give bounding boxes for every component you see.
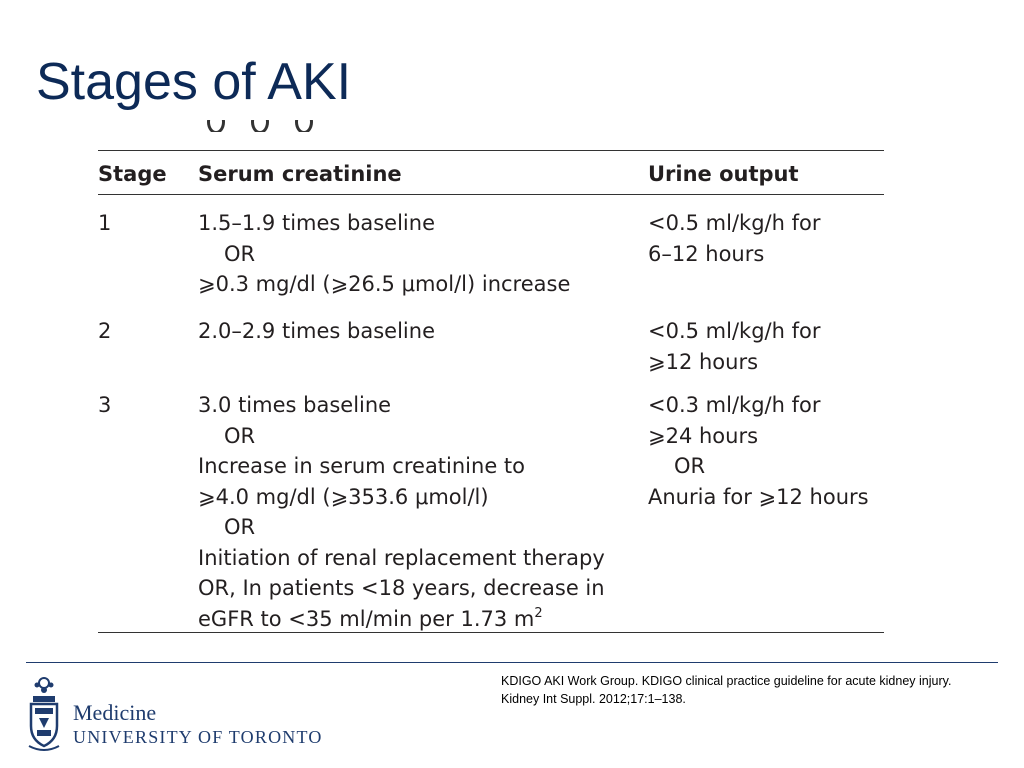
header-stage: Stage [98,162,167,186]
header-bottom-rule [98,194,884,195]
urine-line: <0.5 ml/kg/h for [648,319,821,343]
creatinine-line: 2.0–2.9 times baseline [198,319,435,343]
stage-1-creatinine [198,208,570,300]
urine-line: ⩾12 hours [648,349,759,374]
stage-2-urine [648,316,820,377]
urine-line: Anuria for ⩾12 hours [648,484,869,509]
urine-line: OR [674,454,706,478]
creatinine-line: 1.5–1.9 times baseline [198,211,435,235]
creatinine-line: Increase in serum creatinine to [198,454,526,478]
stage-3-urine [648,390,869,512]
logo-medicine-text: Medicine [73,700,157,725]
creatinine-line: 3.0 times baseline [198,393,392,417]
slide-title: Stages of AKI [36,53,352,111]
creatinine-line: ⩾4.0 mg/dl (⩾353.6 μmol/l) [198,484,489,509]
logo-university-text: UNIVERSITY OF TORONTO [73,727,323,747]
stage-1: 1 [98,211,112,235]
stage-2: 2 [98,319,112,343]
header-serum-creatinine: Serum creatinine [198,162,402,186]
header-urine-output: Urine output [648,162,799,186]
footer-rule [26,662,998,663]
stage-2-creatinine [198,316,435,347]
creatinine-line: OR [224,515,256,539]
stage-3: 3 [98,393,112,417]
table-top-rule [98,150,884,151]
cropped-text-fragment [195,120,325,132]
creatinine-line: OR [224,241,256,266]
table-bottom-rule [98,632,884,633]
creatinine-line: ⩾0.3 mg/dl (⩾26.5 μmol/l) increase [198,272,571,296]
creatinine-line: Initiation of renal replacement therapy [198,545,605,570]
urine-line: <0.5 ml/kg/h for [648,211,821,235]
stage-1-urine [648,208,820,269]
urine-line: <0.3 ml/kg/h for [648,393,821,417]
creatinine-line [198,604,605,635]
egfr-text: eGFR to <35 ml/min per 1.73 m [198,606,535,631]
creatinine-line: OR [224,423,256,448]
creatinine-line: OR, In patients <18 years, decrease in [198,576,605,600]
citation-text: KDIGO AKI Work Group. KDIGO clinical practice guideline for acute kidney injury. Kidney Int Suppl. 2012;17:1–138. [501,674,952,706]
urine-line: 6–12 hours [648,241,765,266]
urine-line: ⩾24 hours [648,423,759,448]
superscript-2: 2 [534,605,543,621]
stage-3-creatinine [198,390,605,634]
university-crest-icon [27,676,61,754]
